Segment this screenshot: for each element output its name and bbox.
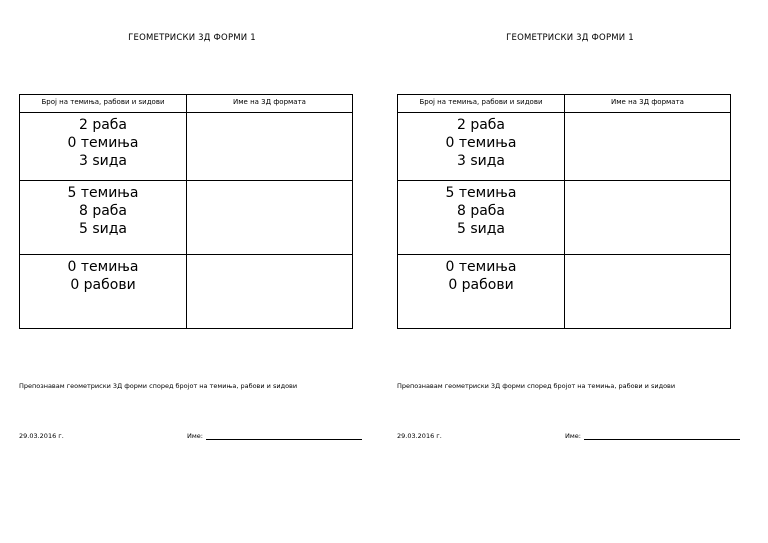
property-line: 0 темиња	[445, 135, 517, 151]
answer-cell[interactable]	[565, 255, 731, 329]
answer-cell[interactable]	[187, 255, 353, 329]
properties-cell	[20, 255, 187, 329]
property-line: 3 ѕида	[78, 153, 127, 169]
date: 29.03.2016 г.	[397, 432, 442, 440]
header-properties: Број на темиња, рабови и ѕидови	[398, 95, 565, 113]
property-line: 0 рабови	[70, 277, 136, 293]
worksheet-title: ГЕОМЕТРИСКИ 3Д ФОРМИ 1	[506, 33, 634, 43]
property-line: 8 раба	[456, 203, 506, 219]
property-line: 5 ѕида	[456, 221, 505, 237]
answer-cell[interactable]	[187, 113, 353, 181]
property-line: 5 темиња	[445, 185, 517, 201]
property-line: 8 раба	[78, 203, 128, 219]
name-label: Име:	[565, 432, 581, 440]
name-field[interactable]	[584, 439, 740, 440]
property-line: 2 раба	[456, 117, 506, 133]
answer-cell[interactable]	[565, 113, 731, 181]
table-row	[398, 181, 731, 255]
property-line: 3 ѕида	[456, 153, 505, 169]
header-shape-name: Име на 3Д формата	[187, 95, 353, 113]
table-header-row	[20, 95, 353, 113]
table-row	[20, 181, 353, 255]
learning-goal: Препознавам геометриски 3Д форми според бројот на темиња, рабови и ѕидови	[19, 382, 298, 390]
properties-cell	[398, 113, 565, 181]
header-properties: Број на темиња, рабови и ѕидови	[20, 95, 187, 113]
table-header-row	[398, 95, 731, 113]
properties-cell	[398, 255, 565, 329]
property-line: 0 темиња	[67, 135, 139, 151]
properties-cell	[398, 181, 565, 255]
answer-cell[interactable]	[187, 181, 353, 255]
properties-cell	[20, 181, 187, 255]
property-line: 0 темиња	[67, 259, 139, 275]
table-row	[398, 255, 731, 329]
name-label: Име:	[187, 432, 203, 440]
worksheet-title: ГЕОМЕТРИСКИ 3Д ФОРМИ 1	[128, 33, 256, 43]
date: 29.03.2016 г.	[19, 432, 64, 440]
name-field[interactable]	[206, 439, 362, 440]
shapes-table	[397, 94, 731, 329]
properties-cell	[20, 113, 187, 181]
table-row	[398, 113, 731, 181]
property-line: 5 темиња	[67, 185, 139, 201]
table-row	[20, 113, 353, 181]
answer-cell[interactable]	[565, 181, 731, 255]
shapes-table	[19, 94, 353, 329]
property-line: 5 ѕида	[78, 221, 127, 237]
property-line: 2 раба	[78, 117, 128, 133]
header-shape-name: Име на 3Д формата	[565, 95, 731, 113]
learning-goal: Препознавам геометриски 3Д форми според бројот на темиња, рабови и ѕидови	[397, 382, 676, 390]
worksheet-right	[378, 0, 762, 543]
property-line: 0 рабови	[448, 277, 514, 293]
property-line: 0 темиња	[445, 259, 517, 275]
table-row	[20, 255, 353, 329]
